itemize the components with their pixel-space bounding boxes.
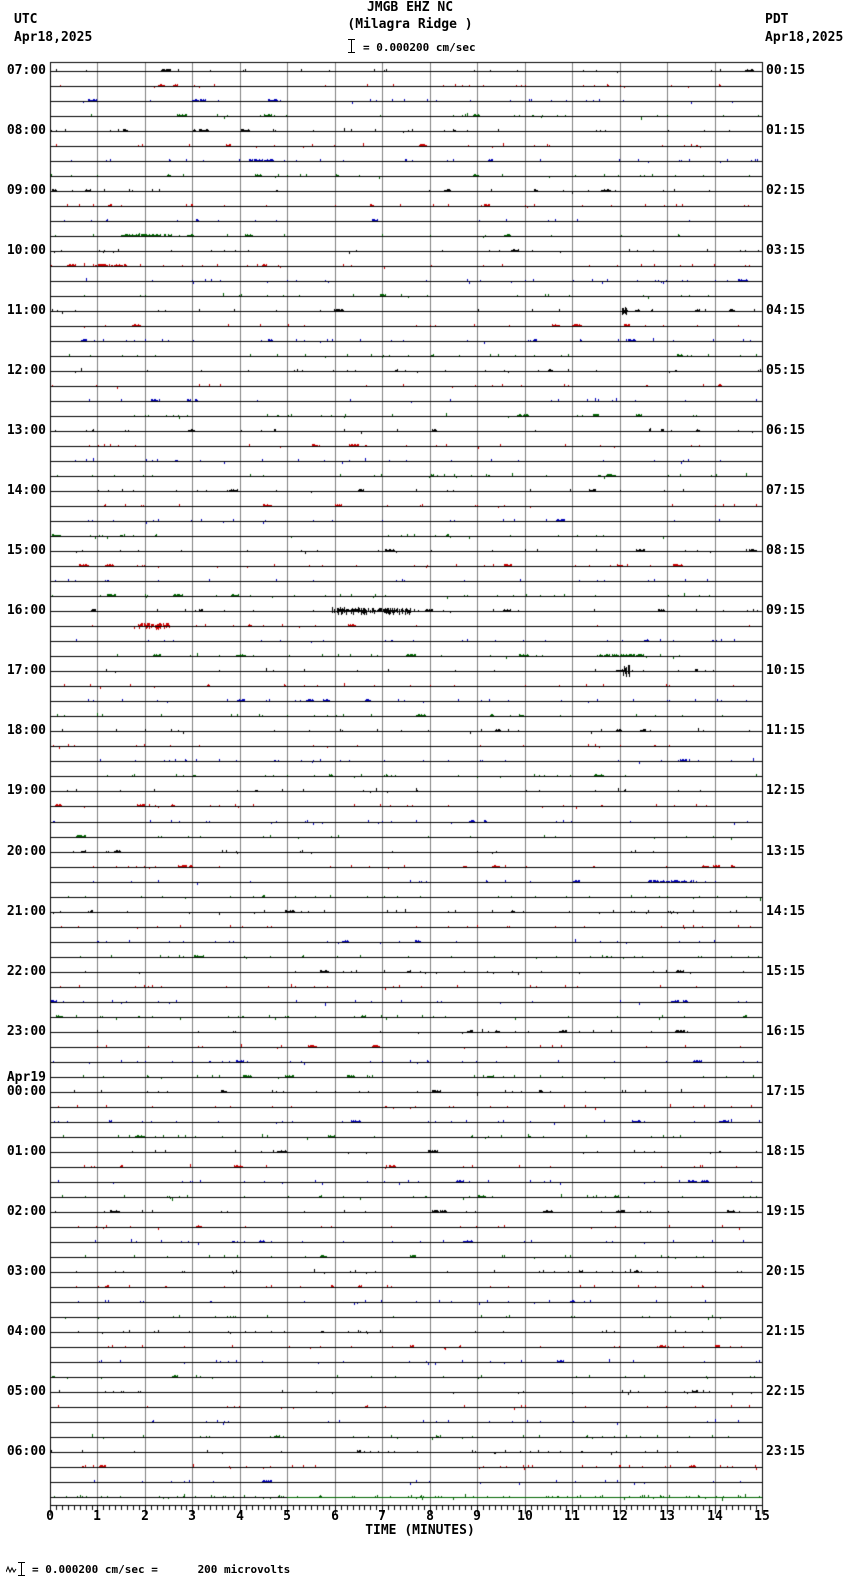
utc-hour-label: 09:00: [6, 183, 46, 198]
pdt-hour-label: 20:15: [766, 1264, 806, 1279]
utc-hour-label: 06:00: [6, 1444, 46, 1459]
x-axis-tick-label: 4: [236, 1509, 244, 1524]
pdt-hour-label: 07:15: [766, 483, 806, 498]
utc-hour-label: 14:00: [6, 483, 46, 498]
pdt-hour-label: 13:15: [766, 844, 806, 859]
pdt-hour-label: 06:15: [766, 423, 806, 438]
utc-hour-label: 00:00: [6, 1084, 46, 1099]
pdt-hour-label: 16:15: [766, 1024, 806, 1039]
x-axis-tick-label: 2: [141, 1509, 149, 1524]
pdt-hour-label: 18:15: [766, 1144, 806, 1159]
utc-hour-label: 23:00: [6, 1024, 46, 1039]
pdt-hour-label: 04:15: [766, 303, 806, 318]
x-axis-tick-label: 5: [283, 1509, 291, 1524]
x-axis-tick-label: 3: [188, 1509, 196, 1524]
pdt-hour-label: 23:15: [766, 1444, 806, 1459]
pdt-hour-label: 11:15: [766, 723, 806, 738]
pdt-hour-label: 05:15: [766, 363, 806, 378]
utc-timezone-label: UTC: [14, 12, 38, 27]
x-axis-tick-label: 10: [517, 1509, 533, 1524]
pdt-hour-label: 22:15: [766, 1384, 806, 1399]
pdt-hour-label: 09:15: [766, 603, 806, 618]
utc-hour-label: 15:00: [6, 543, 46, 558]
pdt-hour-label: 02:15: [766, 183, 806, 198]
utc-hour-label: 22:00: [6, 964, 46, 979]
utc-hour-label: 01:00: [6, 1144, 46, 1159]
pdt-date-label: Apr18,2025: [765, 30, 844, 45]
pdt-hour-label: 00:15: [766, 63, 806, 78]
station-title: JMGB EHZ NC: [366, 0, 454, 15]
pdt-hour-label: 14:15: [766, 904, 806, 919]
utc-hour-label: 16:00: [6, 603, 46, 618]
x-axis-tick-label: 6: [331, 1509, 339, 1524]
waveform-glyph-icon: [6, 1565, 18, 1574]
utc-hour-label: 08:00: [6, 123, 46, 138]
x-axis-tick-label: 11: [564, 1509, 580, 1524]
x-axis-tick-label: 14: [707, 1509, 723, 1524]
utc-date-label: Apr18,2025: [14, 30, 93, 45]
pdt-hour-label: 08:15: [766, 543, 806, 558]
utc-hour-label: 03:00: [6, 1264, 46, 1279]
pdt-timezone-label: PDT: [765, 12, 789, 27]
x-axis-tick-label: 12: [612, 1509, 628, 1524]
utc-hour-label: 21:00: [6, 904, 46, 919]
x-axis-tick-label: 13: [659, 1509, 675, 1524]
pdt-hour-label: 01:15: [766, 123, 806, 138]
date-rollover-label: Apr19: [6, 1070, 46, 1085]
utc-hour-label: 11:00: [6, 303, 46, 318]
x-axis-tick-label: 1: [93, 1509, 101, 1524]
x-axis-title: TIME (MINUTES): [365, 1523, 475, 1538]
pdt-hour-label: 17:15: [766, 1084, 806, 1099]
utc-hour-label: 05:00: [6, 1384, 46, 1399]
pdt-hour-label: 12:15: [766, 783, 806, 798]
x-axis-tick-label: 15: [754, 1509, 770, 1524]
calibration-note: = 0.000200 cm/sec = 200 microvolts: [32, 1563, 291, 1576]
pdt-hour-label: 10:15: [766, 663, 806, 678]
station-subtitle: (Milagra Ridge ): [347, 17, 473, 32]
utc-hour-label: 02:00: [6, 1204, 46, 1219]
utc-hour-label: 17:00: [6, 663, 46, 678]
pdt-hour-label: 19:15: [766, 1204, 806, 1219]
pdt-hour-label: 03:15: [766, 243, 806, 258]
x-axis-tick-label: 9: [473, 1509, 481, 1524]
utc-hour-label: 10:00: [6, 243, 46, 258]
utc-hour-label: 07:00: [6, 63, 46, 78]
scale-label: = 0.000200 cm/sec: [363, 41, 476, 54]
scale-ibar-icon: [348, 38, 355, 54]
utc-hour-label: 20:00: [6, 844, 46, 859]
pdt-hour-label: 15:15: [766, 964, 806, 979]
utc-hour-label: 13:00: [6, 423, 46, 438]
utc-hour-label: 19:00: [6, 783, 46, 798]
utc-hour-label: 18:00: [6, 723, 46, 738]
utc-hour-label: 12:00: [6, 363, 46, 378]
x-axis-tick-label: 8: [426, 1509, 434, 1524]
pdt-hour-label: 21:15: [766, 1324, 806, 1339]
footer-ibar-icon: [18, 1561, 25, 1577]
x-axis-tick-label: 7: [378, 1509, 386, 1524]
x-axis-tick-label: 0: [46, 1509, 54, 1524]
utc-hour-label: 04:00: [6, 1324, 46, 1339]
